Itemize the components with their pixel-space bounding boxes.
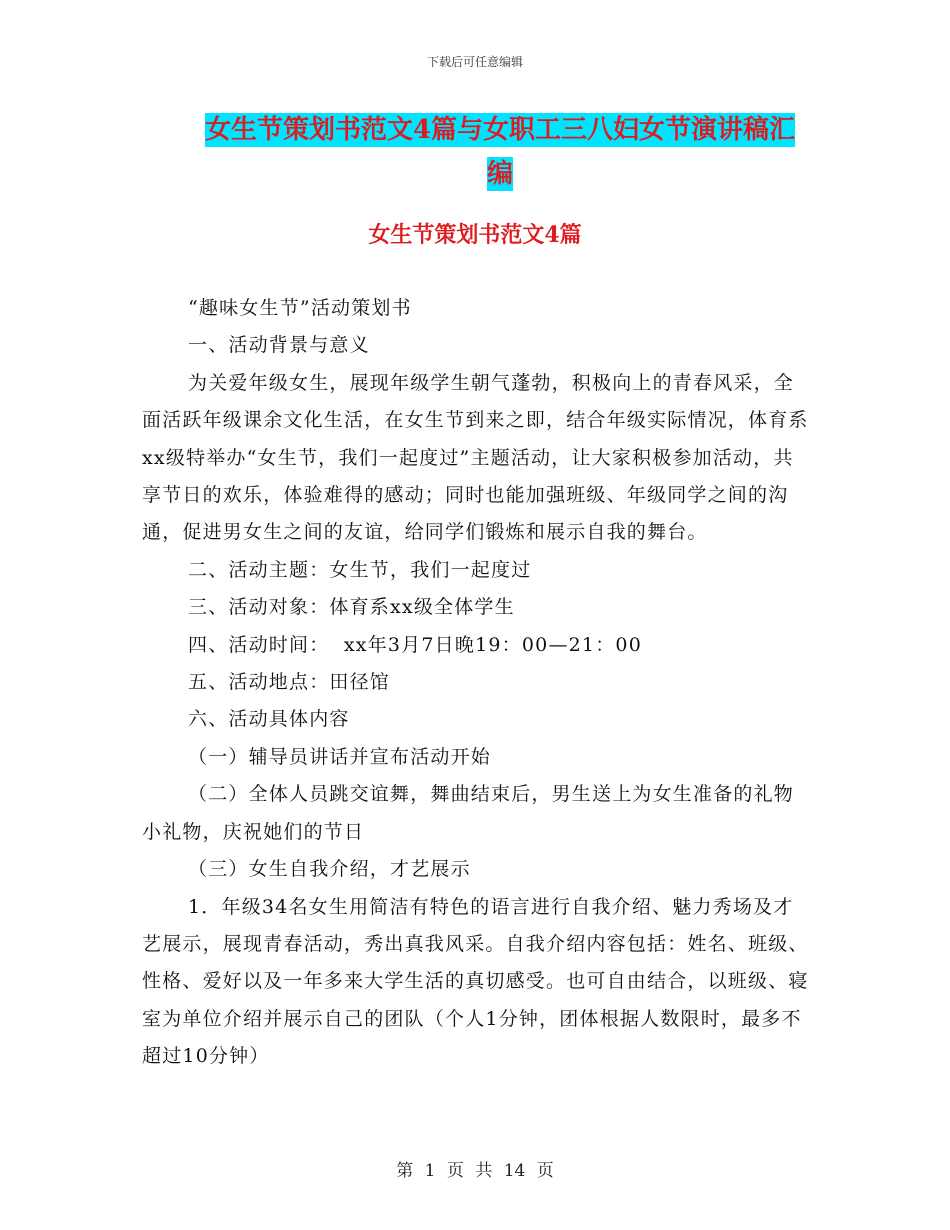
page-number: 第 1 页 共 14 页: [396, 1161, 554, 1181]
content-item-1: （一）辅导员讲话并宣布活动开始: [188, 745, 492, 768]
section-time: 四、活动时间： xx年3月7日晚19：00—21：00: [188, 633, 642, 656]
section-content-heading: 六、活动具体内容: [188, 708, 350, 731]
section-theme: 二、活动主题：女生节，我们一起度过: [188, 558, 532, 581]
main-title-line-2: 编: [486, 159, 513, 189]
content-item-2: （二）全体人员跳交谊舞，舞曲结束后，男生送上为女生准备的礼物小礼物，庆祝她们的节日: [142, 783, 795, 843]
header-note: 下载后可任意编辑: [426, 55, 523, 69]
section-title: 女生节策划书范文4篇: [368, 222, 582, 248]
paragraph-background: 为关爱年级女生，展现年级学生朝气蓬勃，积极向上的青春风采，全面活跃年级课余文化生活，在女生节到来之即，结合年级实际情况，体育系xx级特举办“女生节，我们一起度过”主题活动，让大家积极参加活动，共享节日的欢乐，体验难得的感动；同时也能加强班级、年级同学之间的沟通，促进男女生之间的友谊，给同学们锻炼和展示自我的舞台。: [142, 371, 809, 544]
section-heading-background: 一、活动背景与意义: [188, 334, 370, 357]
document-body: [142, 290, 810, 1076]
plan-heading: “趣味女生节”活动策划书: [188, 297, 412, 319]
section-audience: 三、活动对象：体育系xx级全体学生: [188, 596, 515, 619]
main-title-line-1: 女生节策划书范文4篇与女职工三八妇女节演讲稿汇: [204, 115, 796, 145]
section-location: 五、活动地点：田径馆: [188, 671, 391, 694]
document-main-title: [195, 108, 805, 196]
content-item-3-detail: 1．年级34名女生用简洁有特色的语言进行自我介绍、魅力秀场及才艺展示，展现青春活动，秀出真我风采。自我介绍内容包括：姓名、班级、性格、爱好以及一年多来大学生活的真切感受。也可自由结合，以班级、寝室为单位介绍并展示自己的团队（个人1分钟，团体根据人数限时，最多不超过10分钟）: [142, 895, 809, 1068]
content-item-3: （三）女生自我介绍，才艺展示: [188, 858, 471, 881]
